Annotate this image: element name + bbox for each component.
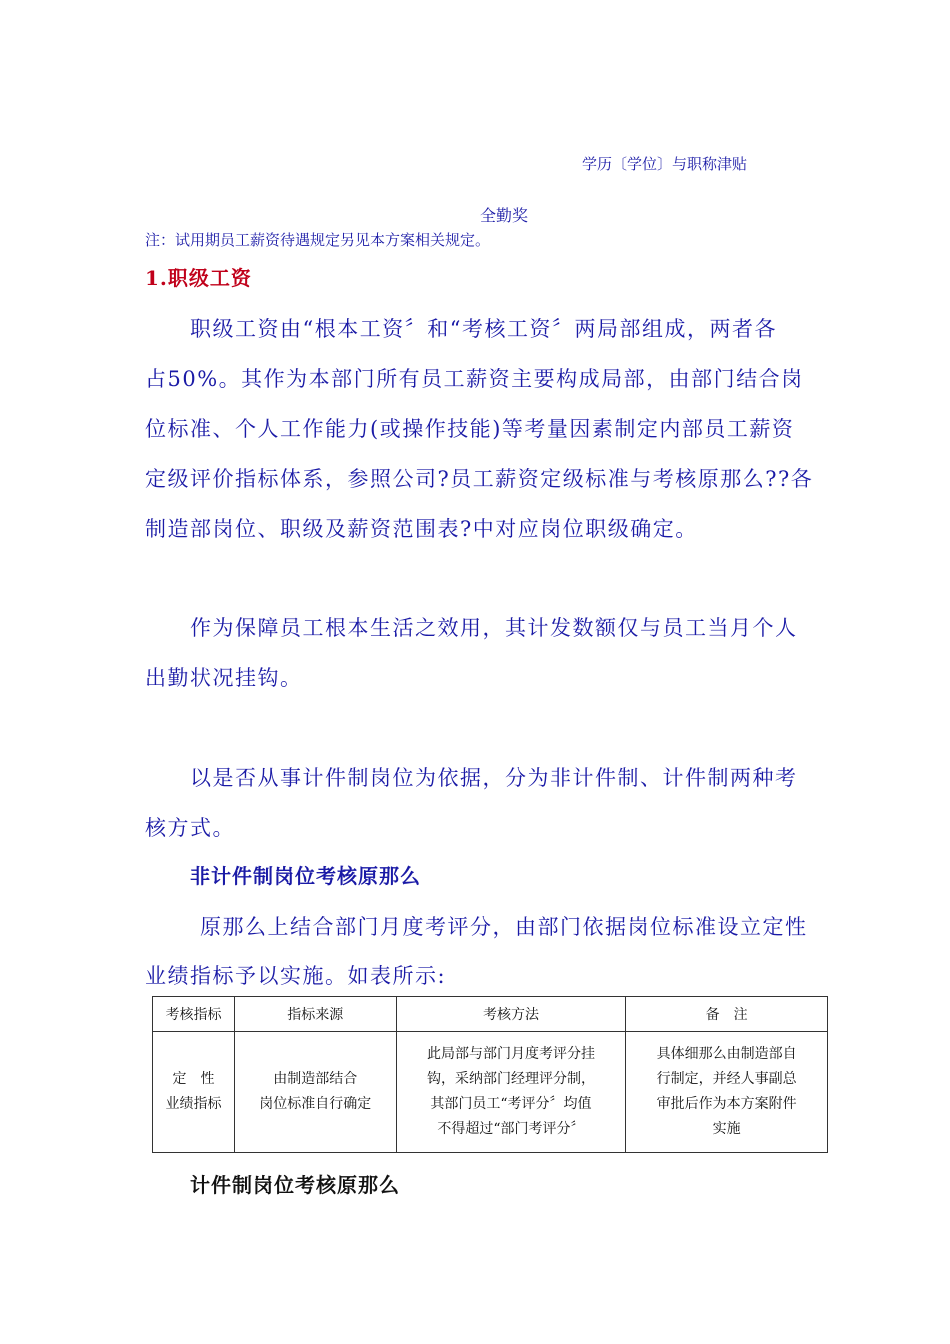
paragraph-line: 出勤状况挂钩。 <box>145 666 303 690</box>
table-header: 考核指标 <box>153 997 235 1032</box>
paragraph-line: 占50%。其作为本部门所有员工薪资主要构成局部，由部门结合岗 <box>145 367 804 391</box>
assessment-table <box>152 996 828 1153</box>
table-row <box>153 1032 828 1153</box>
table-cell: 具体细那么由制造部自 行制定，并经人事副总 审批后作为本方案附件 实施 <box>626 1032 828 1153</box>
paragraph-line: 核方式。 <box>145 816 235 840</box>
table-cell: 由制造部结合 岗位标准自行确定 <box>234 1032 396 1153</box>
table-header: 考核方法 <box>396 997 626 1032</box>
section-title-grade-wage: 1.职级工资 <box>145 266 252 290</box>
attendance-bonus-item: 全勤奖 <box>480 206 529 225</box>
allowance-item: 学历〔学位〕与职称津贴 <box>582 155 748 173</box>
paragraph-line: 原那么上结合部门月度考评分，由部门依据岗位标准设立定性 <box>200 915 808 939</box>
paragraph-line: 业绩指标予以实施。如表所示: <box>145 964 447 988</box>
paragraph-line: 以是否从事计件制岗位为依据，分为非计件制、计件制两种考 <box>190 766 798 790</box>
table-header-row <box>153 997 828 1032</box>
paragraph-line: 定级评价指标体系，参照公司?员工薪资定级标准与考核原那么??各 <box>145 467 814 491</box>
paragraph-line: 制造部岗位、职级及薪资范围表?中对应岗位职级确定。 <box>145 517 698 541</box>
paragraph-line: 位标准、个人工作能力(或操作技能)等考量因素制定内部员工薪资 <box>145 417 795 441</box>
table-cell: 此局部与部门月度考评分挂 钩，采纳部门经理评分制， 其部门员工“考评分〞均值 不得超过“部门考评分〞 <box>396 1032 626 1153</box>
paragraph-line: 作为保障员工根本生活之效用，其计发数额仅与员工当月个人 <box>190 616 798 640</box>
table-header: 指标来源 <box>234 997 396 1032</box>
probation-note: 注：试用期员工薪资待遇规定另见本方案相关规定。 <box>145 231 491 249</box>
table-cell: 定 性 业绩指标 <box>153 1032 235 1153</box>
paragraph-line: 职级工资由“根本工资〞和“考核工资〞两局部组成，两者各 <box>190 317 777 341</box>
table-header: 备 注 <box>626 997 828 1032</box>
section-title-non-piece: 非计件制岗位考核原那么 <box>190 864 421 888</box>
section-title-piece: 计件制岗位考核原那么 <box>190 1173 400 1197</box>
